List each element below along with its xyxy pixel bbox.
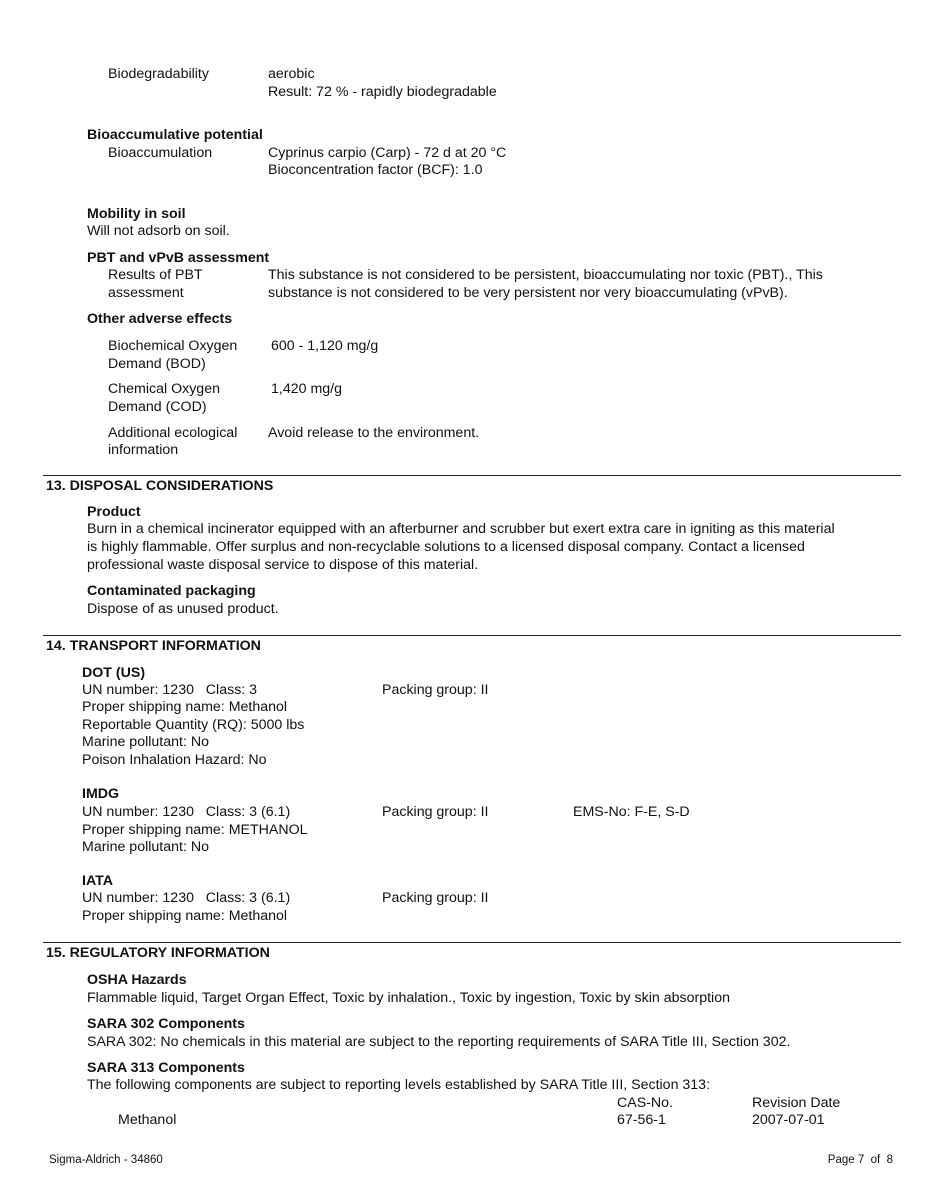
cod-label-1: Chemical Oxygen xyxy=(108,381,220,397)
section-14-heading: 14. TRANSPORT INFORMATION xyxy=(46,638,261,654)
bioaccumulative-heading: Bioaccumulative potential xyxy=(87,127,263,143)
additional-value: Avoid release to the environment. xyxy=(268,425,480,441)
sara313-text: The following components are subject to reporting levels established by SARA Title III, Section 313: xyxy=(87,1077,711,1093)
section-divider xyxy=(43,635,901,636)
iata-un-class: UN number: 1230 Class: 3 (6.1) xyxy=(82,890,291,906)
cod-label-2: Demand (COD) xyxy=(108,399,207,415)
cod-value: 1,420 mg/g xyxy=(271,381,342,397)
bioaccumulation-value-2: Bioconcentration factor (BCF): 1.0 xyxy=(268,162,483,178)
footer-page-number: Page 7 of 8 xyxy=(827,1154,893,1166)
bod-label-1: Biochemical Oxygen xyxy=(108,338,238,354)
bioaccumulation-label: Bioaccumulation xyxy=(108,145,213,161)
pbt-text-1: This substance is not considered to be persistent, bioaccumulating nor toxic (PBT)., This xyxy=(268,267,823,283)
product-text-1: Burn in a chemical incinerator equipped with an afterburner and scrubber but exert extra care in igniting as this material xyxy=(87,521,835,537)
mobility-heading: Mobility in soil xyxy=(87,206,186,222)
biodegradability-label: Biodegradability xyxy=(108,66,209,82)
bioaccumulation-value-1: Cyprinus carpio (Carp) - 72 d at 20 °C xyxy=(268,145,507,161)
additional-label-2: information xyxy=(108,442,179,458)
section-divider xyxy=(43,942,901,943)
other-effects-heading: Other adverse effects xyxy=(87,311,233,327)
packaging-heading: Contaminated packaging xyxy=(87,583,256,599)
dot-marine-pollutant: Marine pollutant: No xyxy=(82,734,209,750)
product-text-2: is highly flammable. Offer surplus and non-recyclable solutions to a licensed disposal company. Contact a licensed xyxy=(87,539,805,555)
mobility-text: Will not adsorb on soil. xyxy=(87,223,230,239)
revision-column-header: Revision Date xyxy=(752,1095,841,1111)
imdg-marine-pollutant: Marine pollutant: No xyxy=(82,839,209,855)
product-heading: Product xyxy=(87,504,141,520)
iata-heading: IATA xyxy=(82,873,113,889)
dot-shipping-name: Proper shipping name: Methanol xyxy=(82,699,288,715)
biodegradability-value-1: aerobic xyxy=(268,66,315,82)
imdg-un-class: UN number: 1230 Class: 3 (6.1) xyxy=(82,804,291,820)
iata-shipping-name: Proper shipping name: Methanol xyxy=(82,908,288,924)
component-name: Methanol xyxy=(118,1112,177,1128)
imdg-shipping-name: Proper shipping name: METHANOL xyxy=(82,822,308,838)
dot-packing-group: Packing group: II xyxy=(382,682,489,698)
osha-heading: OSHA Hazards xyxy=(87,972,187,988)
section-13-heading: 13. DISPOSAL CONSIDERATIONS xyxy=(46,478,274,494)
packaging-text: Dispose of as unused product. xyxy=(87,601,279,617)
osha-text: Flammable liquid, Target Organ Effect, Toxic by inhalation., Toxic by ingestion, Toxic by skin absorption xyxy=(87,990,730,1006)
pbt-label-1: Results of PBT xyxy=(108,267,203,283)
sara313-heading: SARA 313 Components xyxy=(87,1060,245,1076)
biodegradability-value-2: Result: 72 % - rapidly biodegradable xyxy=(268,84,497,100)
bod-label-2: Demand (BOD) xyxy=(108,356,206,372)
sara302-heading: SARA 302 Components xyxy=(87,1016,245,1032)
section-divider xyxy=(43,475,901,476)
pbt-heading: PBT and vPvB assessment xyxy=(87,250,270,266)
dot-heading: DOT (US) xyxy=(82,665,146,681)
dot-poison-inhalation: Poison Inhalation Hazard: No xyxy=(82,752,267,768)
imdg-heading: IMDG xyxy=(82,786,120,802)
pbt-label-2: assessment xyxy=(108,285,184,301)
section-15-heading: 15. REGULATORY INFORMATION xyxy=(46,945,270,961)
component-revision-date: 2007-07-01 xyxy=(752,1112,825,1128)
footer-left: Sigma-Aldrich - 34860 xyxy=(49,1154,163,1166)
dot-reportable-quantity: Reportable Quantity (RQ): 5000 lbs xyxy=(82,717,305,733)
iata-packing-group: Packing group: II xyxy=(382,890,489,906)
dot-un-class: UN number: 1230 Class: 3 xyxy=(82,682,258,698)
component-cas: 67-56-1 xyxy=(617,1112,666,1128)
imdg-packing-group: Packing group: II xyxy=(382,804,489,820)
cas-column-header: CAS-No. xyxy=(617,1095,673,1111)
additional-label-1: Additional ecological xyxy=(108,425,238,441)
product-text-3: professional waste disposal service to dispose of this material. xyxy=(87,557,479,573)
pbt-text-2: substance is not considered to be very persistent nor very bioaccumulating (vPvB). xyxy=(268,285,788,301)
bod-value: 600 - 1,120 mg/g xyxy=(271,338,379,354)
imdg-ems: EMS-No: F-E, S-D xyxy=(573,804,690,820)
sara302-text: SARA 302: No chemicals in this material are subject to the reporting requirements of SARA Title III, Section 302. xyxy=(87,1034,791,1050)
